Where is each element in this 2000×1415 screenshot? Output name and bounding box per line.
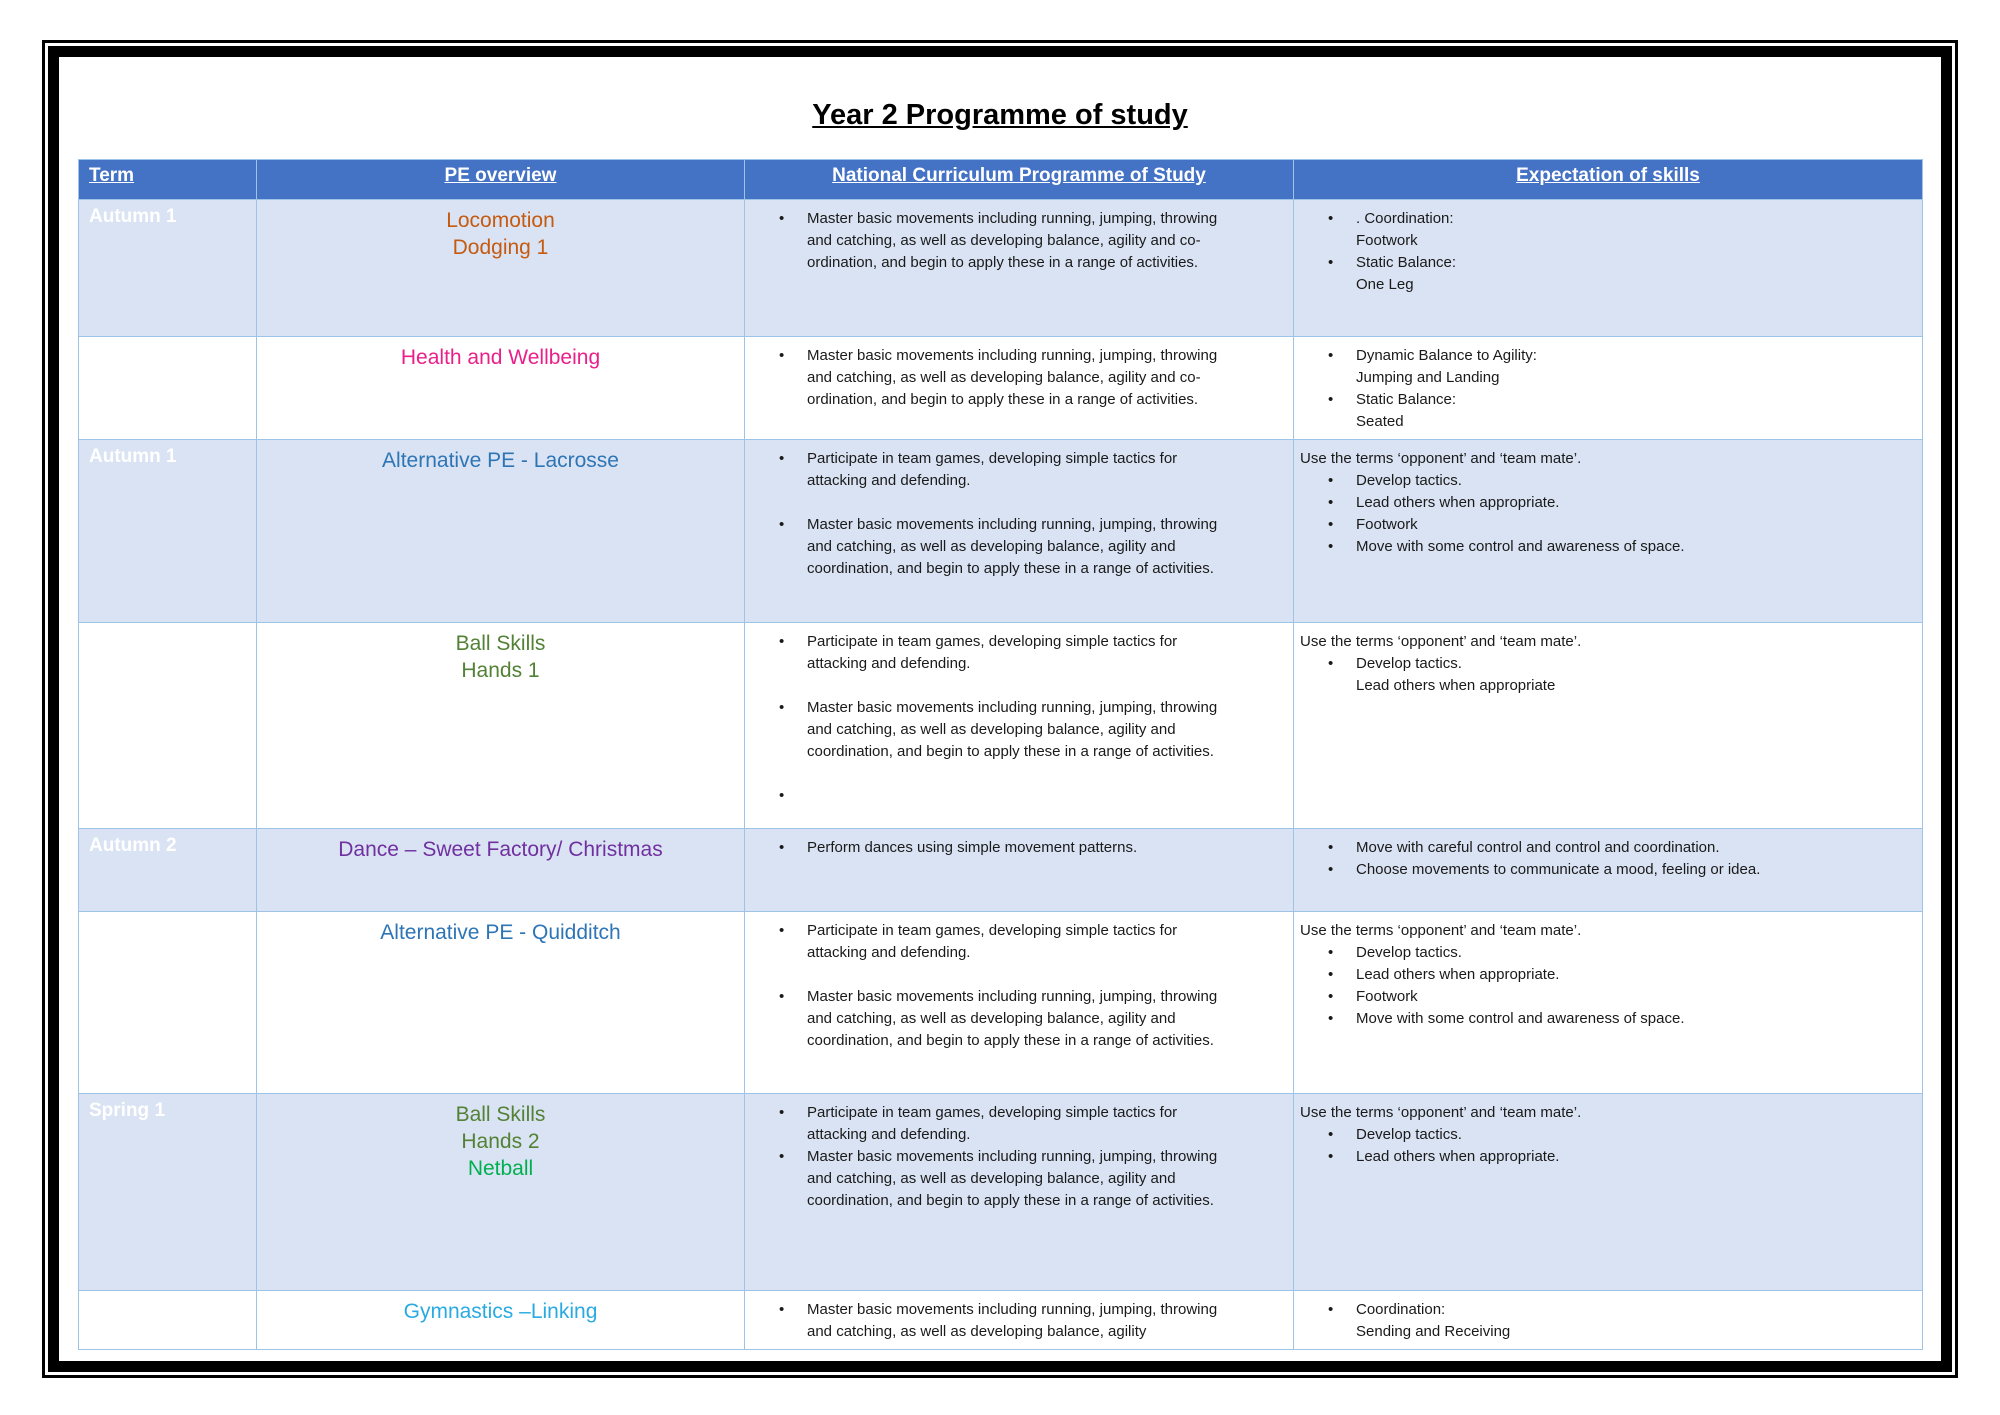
expectations-cell (1294, 1094, 1923, 1291)
curriculum-cell (745, 337, 1294, 440)
expectation-bullet-item (1294, 1299, 1892, 1343)
curriculum-bullet-item (745, 1102, 1238, 1146)
text-line: • Perform dances using simple movement patterns. (807, 839, 1138, 856)
text-line: • Move with some control and awareness of space. (1356, 1010, 1685, 1027)
text-line: Jumping and Landing (1356, 369, 1500, 386)
pe-title-line: Hands 1 (461, 659, 540, 682)
text-line: • Static Balance: (1356, 391, 1457, 408)
text-line: • Dynamic Balance to Agility: (1356, 347, 1537, 364)
curriculum-cell (745, 912, 1294, 1094)
curriculum-bullet-item (745, 785, 1238, 807)
curriculum-bullet-item (745, 631, 1238, 675)
table-row (79, 200, 1923, 337)
pe-title-line: Gymnastics –Linking (403, 1300, 598, 1323)
text-line: • Static Balance: (1356, 254, 1457, 271)
expectation-bullet-item (1294, 1146, 1892, 1168)
text-line: • Master basic movements including running, jumping, throwing and catching, as well as developing balance, agility and coordination, and begin to apply these in a range of activities. (807, 516, 1218, 577)
text-line: • Footwork (1356, 988, 1418, 1005)
text-line: • Choose movements to communicate a mood, feeling or idea. (1356, 861, 1761, 878)
curriculum-bullet-item (745, 208, 1238, 274)
table-row (79, 1291, 1923, 1350)
text-line: • Develop tactics. (1356, 944, 1462, 961)
expectation-bullet-item (1294, 536, 1892, 558)
text-line: • Master basic movements including running, jumping, throwing and catching, as well as developing balance, agility (807, 1301, 1218, 1340)
expectation-intro: Use the terms ‘opponent’ and ‘team mate’. (1300, 1104, 1582, 1121)
curriculum-bullet-item (745, 986, 1238, 1052)
pe-overview-cell (257, 829, 745, 912)
text-line: • Master basic movements including running, jumping, throwing and catching, as well as developing balance, agility and coordination, and begin to apply these in a range of activities. (807, 988, 1218, 1049)
text-line: • Master basic movements including running, jumping, throwing and catching, as well as developing balance, agility and coordination, and begin to apply these in a range of activities. (807, 699, 1218, 760)
text-line: Lead others when appropriate (1356, 677, 1556, 694)
text-line: • . Coordination: (1356, 210, 1454, 227)
curriculum-bullet-item (745, 1146, 1238, 1212)
programme-table (78, 159, 1923, 1350)
table-body (79, 200, 1923, 1350)
expectations-cell (1294, 623, 1923, 829)
curriculum-cell (745, 1291, 1294, 1350)
page-content (48, 46, 1952, 1372)
curriculum-bullet-item (745, 920, 1238, 964)
curriculum-bullet-item (745, 837, 1238, 859)
header-cell-expectation: Expectation of skills (1294, 160, 1923, 200)
text-line: Seated (1356, 413, 1404, 430)
pe-overview-cell (257, 440, 745, 623)
pe-title-line: Ball Skills (455, 632, 546, 655)
expectation-bullet-item (1294, 859, 1892, 881)
expectations-cell (1294, 829, 1923, 912)
pe-title-line: Dance – Sweet Factory/ Christmas (338, 838, 663, 861)
expectation-bullet-item (1294, 986, 1892, 1008)
expectations-cell (1294, 440, 1923, 623)
pe-title-line: Dodging 1 (452, 236, 549, 259)
curriculum-cell (745, 623, 1294, 829)
curriculum-bullet-item (745, 697, 1238, 763)
pe-title-line: Netball (467, 1157, 534, 1180)
expectations-cell (1294, 337, 1923, 440)
text-line: • Master basic movements including running, jumping, throwing and catching, as well as developing balance, agility and coordination, and begin to apply these in a range of activities. (807, 1148, 1218, 1209)
text-line: • Master basic movements including running, jumping, throwing and catching, as well as developing balance, agility and co-ordination, and begin to apply these in a range of activities. (807, 347, 1218, 408)
header-cell-pe-overview: PE overview (257, 160, 745, 200)
text-line: • Develop tactics. (1356, 655, 1462, 672)
pe-overview-cell (257, 1291, 745, 1350)
text-line: • Footwork (1356, 516, 1418, 533)
term-cell: Spring 1 (79, 1094, 257, 1291)
header-row (79, 160, 1923, 200)
pe-overview-cell (257, 337, 745, 440)
term-cell (79, 912, 257, 1094)
text-line: One Leg (1356, 276, 1414, 293)
expectation-bullet-item (1294, 252, 1892, 296)
curriculum-bullet-item (745, 514, 1238, 580)
expectation-bullet-item (1294, 492, 1892, 514)
text-line: Footwork (1356, 232, 1418, 249)
table-row (79, 337, 1923, 440)
expectation-bullet-item (1294, 942, 1892, 964)
pe-title-line: Ball Skills (455, 1103, 546, 1126)
expectation-bullet-item (1294, 470, 1892, 492)
text-line: • Develop tactics. (1356, 472, 1462, 489)
expectation-bullet-item (1294, 653, 1892, 697)
text-line: • Participate in team games, developing simple tactics for attacking and defending. (807, 1104, 1178, 1143)
term-cell: Autumn 1 (79, 200, 257, 337)
expectation-bullet-item (1294, 1008, 1892, 1030)
page-border-frame (42, 40, 1958, 1378)
curriculum-cell (745, 1094, 1294, 1291)
expectation-intro: Use the terms ‘opponent’ and ‘team mate’. (1300, 450, 1582, 467)
page-title: Year 2 Programme of study (812, 99, 1188, 131)
expectation-bullet-item (1294, 514, 1892, 536)
expectation-bullet-item (1294, 389, 1892, 433)
pe-overview-cell (257, 623, 745, 829)
expectations-cell (1294, 912, 1923, 1094)
curriculum-bullet-item (745, 1299, 1238, 1343)
text-line: • Move with some control and awareness of space. (1356, 538, 1685, 555)
curriculum-cell (745, 829, 1294, 912)
table-row (79, 912, 1923, 1094)
term-cell (79, 623, 257, 829)
table-row (79, 1094, 1923, 1291)
text-line: • Master basic movements including running, jumping, throwing and catching, as well as developing balance, agility and co-ordination, and begin to apply these in a range of activities. (807, 210, 1218, 271)
expectation-bullet-item (1294, 837, 1892, 859)
text-line: • Lead others when appropriate. (1356, 1148, 1560, 1165)
expectation-intro: Use the terms ‘opponent’ and ‘team mate’. (1300, 922, 1582, 939)
expectation-bullet-item (1294, 345, 1892, 389)
pe-title-line: Locomotion (446, 209, 555, 232)
pe-overview-cell (257, 200, 745, 337)
table-row (79, 623, 1923, 829)
term-cell: Autumn 2 (79, 829, 257, 912)
expectation-bullet-item (1294, 964, 1892, 986)
curriculum-cell (745, 200, 1294, 337)
header-cell-national-curriculum: National Curriculum Programme of Study (745, 160, 1294, 200)
term-cell (79, 1291, 257, 1350)
text-line: • Develop tactics. (1356, 1126, 1462, 1143)
pe-overview-cell (257, 912, 745, 1094)
text-line: • Participate in team games, developing simple tactics for attacking and defending. (807, 922, 1178, 961)
curriculum-cell (745, 440, 1294, 623)
text-line: • Lead others when appropriate. (1356, 494, 1560, 511)
text-line: • Lead others when appropriate. (1356, 966, 1560, 983)
curriculum-bullet-item (745, 345, 1238, 411)
pe-title-line: Health and Wellbeing (400, 346, 601, 369)
text-line: • Participate in team games, developing simple tactics for attacking and defending. (807, 633, 1178, 672)
term-cell: Autumn 1 (79, 440, 257, 623)
pe-overview-cell (257, 1094, 745, 1291)
expectation-intro: Use the terms ‘opponent’ and ‘team mate’. (1300, 633, 1582, 650)
pe-title-line: Hands 2 (461, 1130, 540, 1153)
table-row (79, 440, 1923, 623)
pe-title-line: Alternative PE - Lacrosse (382, 449, 619, 472)
header-cell-term: Term (79, 160, 257, 200)
term-cell (79, 337, 257, 440)
text-line: Sending and Receiving (1356, 1323, 1511, 1340)
text-line: • Move with careful control and control and coordination. (1356, 839, 1720, 856)
pe-title-line: Alternative PE - Quidditch (380, 921, 621, 944)
expectations-cell (1294, 1291, 1923, 1350)
expectation-bullet-item (1294, 208, 1892, 252)
expectation-bullet-item (1294, 1124, 1892, 1146)
table-row (79, 829, 1923, 912)
curriculum-bullet-item (745, 448, 1238, 492)
text-line: • Participate in team games, developing simple tactics for attacking and defending. (807, 450, 1178, 489)
expectations-cell (1294, 200, 1923, 337)
text-line: • Coordination: (1356, 1301, 1446, 1318)
